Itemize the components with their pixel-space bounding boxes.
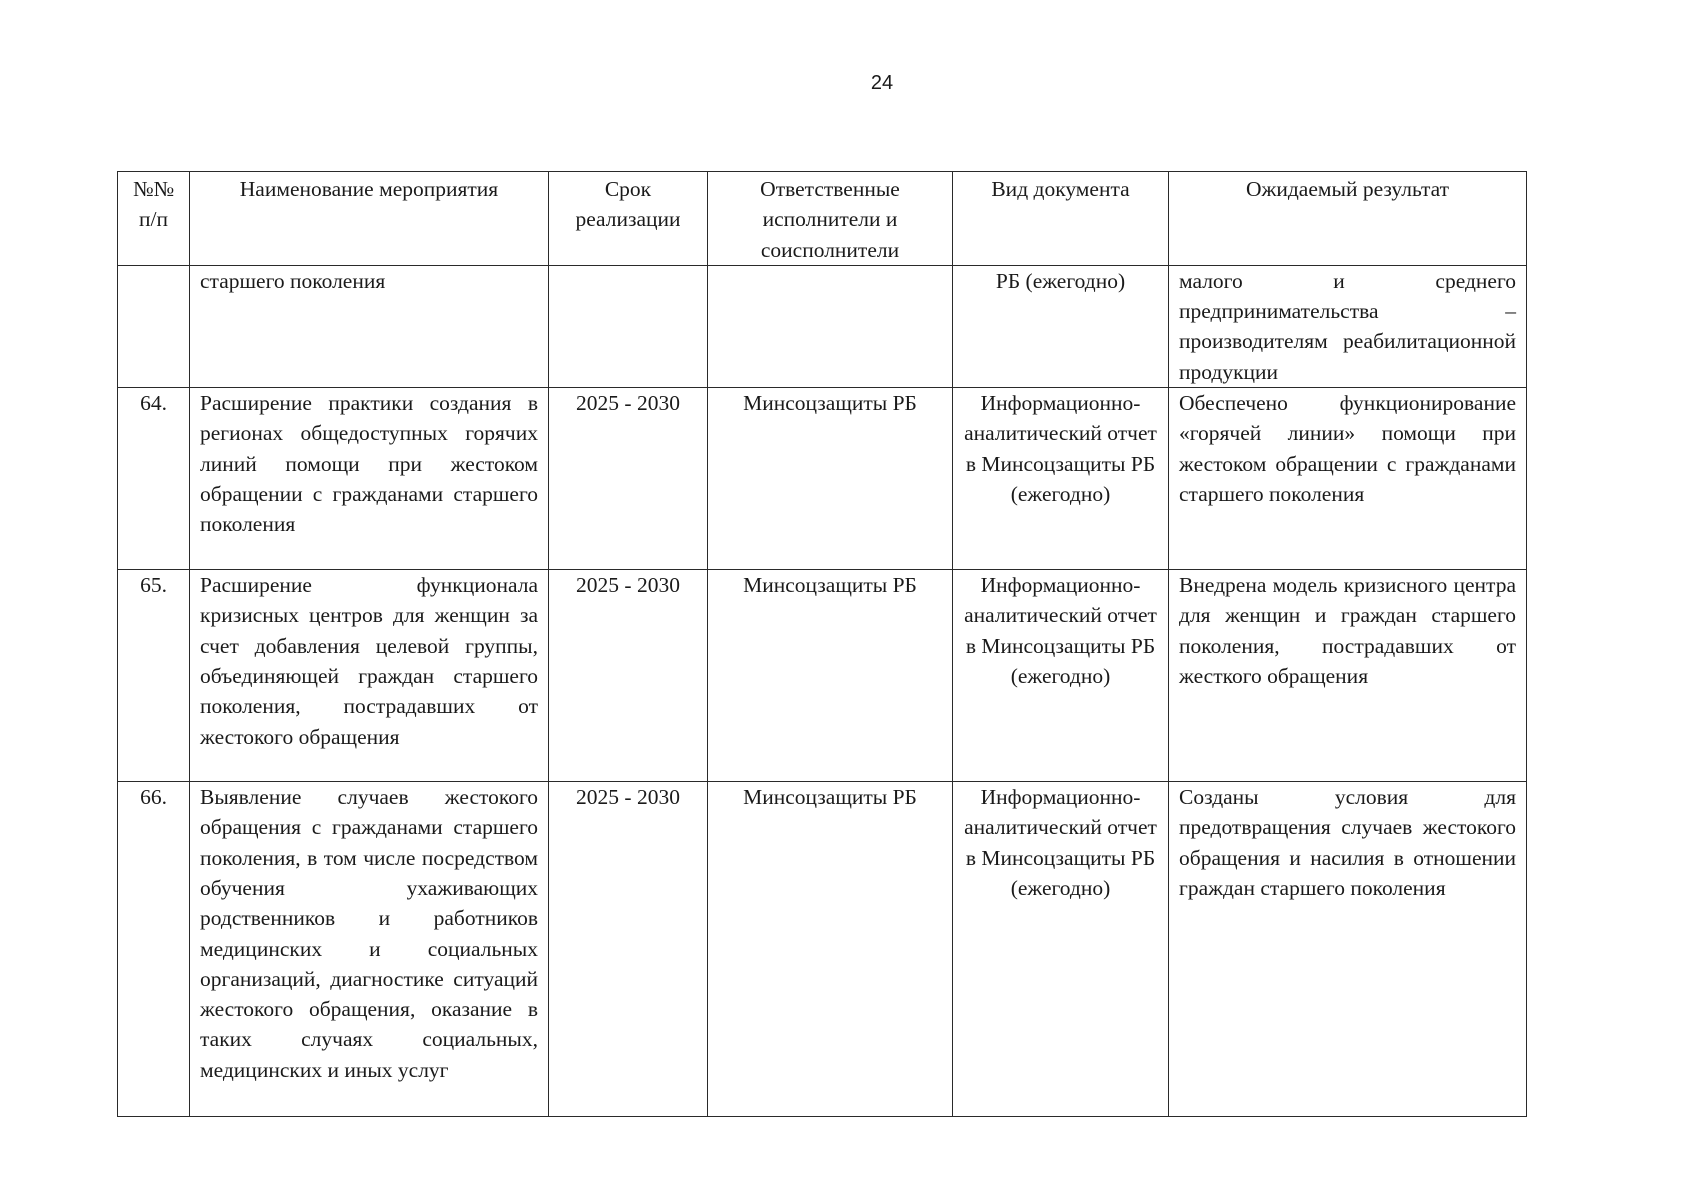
table-header-row bbox=[118, 172, 1527, 266]
row-document: Информационно-аналитический отчет в Минсоцзащиты РБ (ежегодно) bbox=[953, 570, 1169, 782]
row-name: Расширение практики создания в регионах общедоступных горячих линий помощи при жестоком обращении с гражданами старшего поколения bbox=[190, 388, 549, 570]
header-name: Наименование мероприятия bbox=[190, 172, 549, 266]
row-num: 66. bbox=[118, 782, 190, 1117]
header-num: №№ п/п bbox=[118, 172, 190, 266]
row-responsible bbox=[708, 265, 953, 387]
page-number: 24 bbox=[870, 72, 894, 94]
row-result: Созданы условия для предотвращения случаев жестокого обращения и насилия в отношении граждан старшего поколения bbox=[1169, 782, 1527, 1117]
row-num bbox=[118, 265, 190, 387]
row-term: 2025 - 2030 bbox=[549, 388, 708, 570]
row-responsible: Минсоцзащиты РБ bbox=[708, 570, 953, 782]
measures-table bbox=[117, 171, 1527, 1117]
row-term bbox=[549, 265, 708, 387]
row-result: Внедрена модель кризисного центра для женщин и граждан старшего поколения, пострадавших от жесткого обращения bbox=[1169, 570, 1527, 782]
row-document: Информационно-аналитический отчет в Минсоцзащиты РБ (ежегодно) bbox=[953, 388, 1169, 570]
row-responsible: Минсоцзащиты РБ bbox=[708, 782, 953, 1117]
row-name: старшего поколения bbox=[190, 265, 549, 387]
row-num: 65. bbox=[118, 570, 190, 782]
table-row bbox=[118, 265, 1527, 387]
table-row bbox=[118, 570, 1527, 782]
row-document: Информационно-аналитический отчет в Минсоцзащиты РБ (ежегодно) bbox=[953, 782, 1169, 1117]
row-name: Расширение функционала кризисных центров для женщин за счет добавления целевой группы, объединяющей граждан старшего поколения, пострадавших от жестокого обращения bbox=[190, 570, 549, 782]
row-responsible: Минсоцзащиты РБ bbox=[708, 388, 953, 570]
row-name: Выявление случаев жестокого обращения с гражданами старшего поколения, в том числе посредством обучения ухаживающих родственников и работников медицинских и социальных организаций, диагностике ситуаций жестокого обращения, оказание в таких случаях социальных, медицинских и иных услуг bbox=[190, 782, 549, 1117]
row-result: Обеспечено функционирование «горячей линии» помощи при жестоком обращении с гражданами старшего поколения bbox=[1169, 388, 1527, 570]
header-document: Вид документа bbox=[953, 172, 1169, 266]
header-responsible: Ответственные исполнители и соисполнители bbox=[708, 172, 953, 266]
header-term: Срок реализации bbox=[549, 172, 708, 266]
table-row bbox=[118, 782, 1527, 1117]
row-document: РБ (ежегодно) bbox=[953, 265, 1169, 387]
row-result: малого и среднего предпринимательства – производителям реабилитационной продукции bbox=[1169, 265, 1527, 387]
row-term: 2025 - 2030 bbox=[549, 570, 708, 782]
table-row bbox=[118, 388, 1527, 570]
header-result: Ожидаемый результат bbox=[1169, 172, 1527, 266]
row-num: 64. bbox=[118, 388, 190, 570]
row-term: 2025 - 2030 bbox=[549, 782, 708, 1117]
